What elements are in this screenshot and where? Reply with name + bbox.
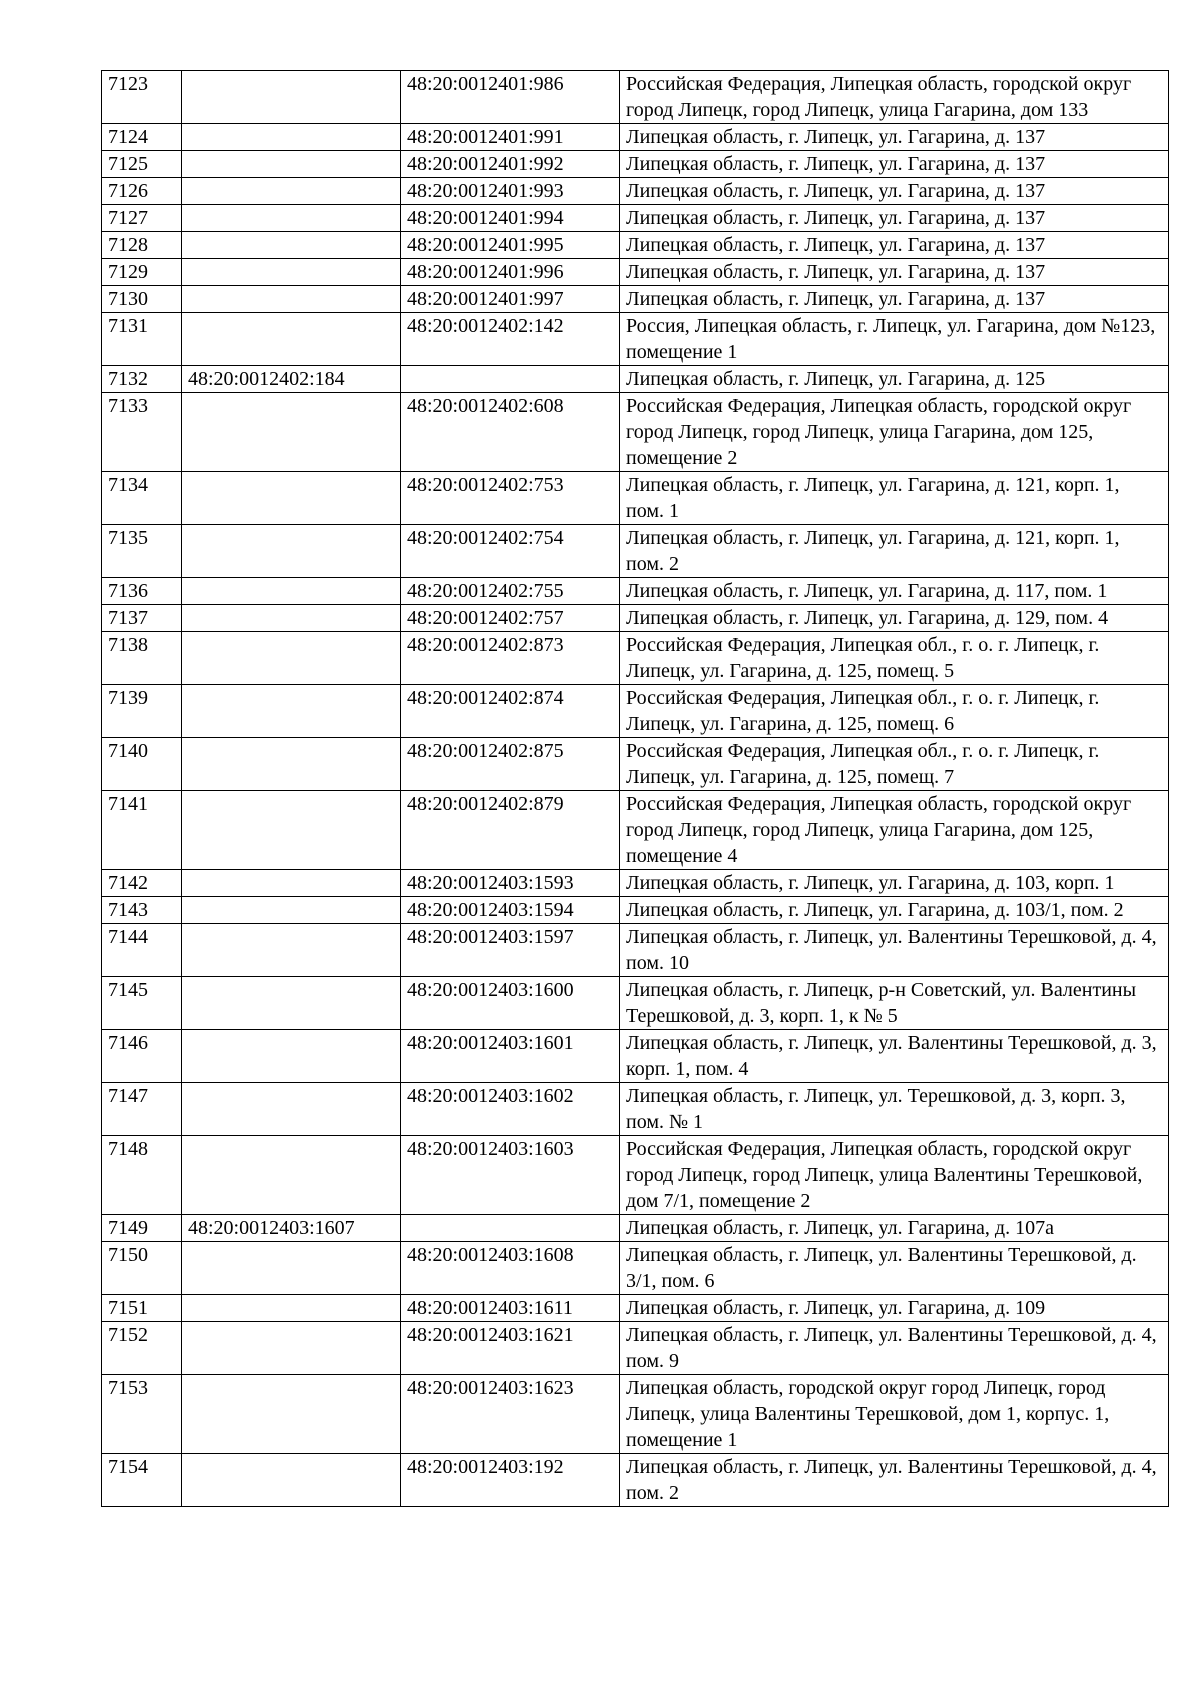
address-cell: Липецкая область, г. Липецк, ул. Гагарина, д. 137	[620, 124, 1169, 151]
row-number-cell: 7145	[102, 977, 182, 1030]
object-cadastral-number-cell: 48:20:0012403:1601	[401, 1030, 620, 1083]
row-number-cell: 7134	[102, 472, 182, 525]
land-cadastral-number-cell	[182, 1083, 401, 1136]
object-cadastral-number-cell: 48:20:0012403:1600	[401, 977, 620, 1030]
land-cadastral-number-cell	[182, 738, 401, 791]
address-cell: Липецкая область, г. Липецк, ул. Валентины Терешковой, д. 4, пом. 2	[620, 1454, 1169, 1507]
row-number-cell: 7143	[102, 897, 182, 924]
row-number-cell: 7147	[102, 1083, 182, 1136]
row-number-cell: 7130	[102, 286, 182, 313]
address-cell: Липецкая область, г. Липецк, ул. Гагарина, д. 137	[620, 286, 1169, 313]
row-number-cell: 7128	[102, 232, 182, 259]
row-number-cell: 7149	[102, 1215, 182, 1242]
object-cadastral-number-cell: 48:20:0012403:1611	[401, 1295, 620, 1322]
table-row	[102, 632, 1169, 685]
row-number-cell: 7129	[102, 259, 182, 286]
object-cadastral-number-cell: 48:20:0012401:997	[401, 286, 620, 313]
address-cell: Российская Федерация, Липецкая обл., г. о. г. Липецк, г. Липецк, ул. Гагарина, д. 125, помещ. 6	[620, 685, 1169, 738]
land-cadastral-number-cell	[182, 578, 401, 605]
address-cell: Липецкая область, г. Липецк, ул. Валентины Терешковой, д. 3, корп. 1, пом. 4	[620, 1030, 1169, 1083]
object-cadastral-number-cell: 48:20:0012402:755	[401, 578, 620, 605]
land-cadastral-number-cell	[182, 870, 401, 897]
row-number-cell: 7131	[102, 313, 182, 366]
address-cell: Липецкая область, г. Липецк, ул. Гагарина, д. 137	[620, 151, 1169, 178]
land-cadastral-number-cell	[182, 151, 401, 178]
land-cadastral-number-cell	[182, 632, 401, 685]
table-row	[102, 313, 1169, 366]
object-cadastral-number-cell: 48:20:0012402:875	[401, 738, 620, 791]
table-row	[102, 685, 1169, 738]
row-number-cell: 7132	[102, 366, 182, 393]
address-cell: Липецкая область, г. Липецк, ул. Гагарина, д. 121, корп. 1, пом. 2	[620, 525, 1169, 578]
table-row	[102, 178, 1169, 205]
row-number-cell: 7146	[102, 1030, 182, 1083]
row-number-cell: 7133	[102, 393, 182, 472]
row-number-cell: 7154	[102, 1454, 182, 1507]
table-row	[102, 205, 1169, 232]
object-cadastral-number-cell: 48:20:0012401:993	[401, 178, 620, 205]
address-cell: Липецкая область, г. Липецк, р-н Советский, ул. Валентины Терешковой, д. 3, корп. 1, к № 5	[620, 977, 1169, 1030]
land-cadastral-number-cell	[182, 525, 401, 578]
object-cadastral-number-cell: 48:20:0012403:1594	[401, 897, 620, 924]
land-cadastral-number-cell	[182, 791, 401, 870]
address-cell: Липецкая область, г. Липецк, ул. Валентины Терешковой, д. 4, пом. 10	[620, 924, 1169, 977]
table-row	[102, 1215, 1169, 1242]
object-cadastral-number-cell: 48:20:0012402:754	[401, 525, 620, 578]
land-cadastral-number-cell	[182, 1295, 401, 1322]
object-cadastral-number-cell: 48:20:0012403:1602	[401, 1083, 620, 1136]
land-cadastral-number-cell	[182, 259, 401, 286]
land-cadastral-number-cell	[182, 1242, 401, 1295]
table-row	[102, 791, 1169, 870]
table-row	[102, 578, 1169, 605]
address-cell: Российская Федерация, Липецкая область, городской округ город Липецк, город Липецк, улица Гагарина, дом 125, помещение 2	[620, 393, 1169, 472]
address-cell: Российская Федерация, Липецкая область, городской округ город Липецк, город Липецк, улица Валентины Терешковой, дом 7/1, помещение 2	[620, 1136, 1169, 1215]
address-cell: Липецкая область, г. Липецк, ул. Терешковой, д. 3, корп. 3, пом. № 1	[620, 1083, 1169, 1136]
land-cadastral-number-cell	[182, 924, 401, 977]
row-number-cell: 7153	[102, 1375, 182, 1454]
row-number-cell: 7144	[102, 924, 182, 977]
table-row	[102, 1030, 1169, 1083]
object-cadastral-number-cell: 48:20:0012403:1593	[401, 870, 620, 897]
table-row	[102, 924, 1169, 977]
land-cadastral-number-cell: 48:20:0012403:1607	[182, 1215, 401, 1242]
table-row	[102, 259, 1169, 286]
object-cadastral-number-cell: 48:20:0012402:874	[401, 685, 620, 738]
object-cadastral-number-cell: 48:20:0012403:1608	[401, 1242, 620, 1295]
table-row	[102, 232, 1169, 259]
table-row	[102, 1083, 1169, 1136]
land-cadastral-number-cell	[182, 71, 401, 124]
land-cadastral-number-cell: 48:20:0012402:184	[182, 366, 401, 393]
address-cell: Липецкая область, г. Липецк, ул. Гагарина, д. 137	[620, 205, 1169, 232]
land-cadastral-number-cell	[182, 1030, 401, 1083]
table-row	[102, 1136, 1169, 1215]
address-cell: Российская Федерация, Липецкая обл., г. о. г. Липецк, г. Липецк, ул. Гагарина, д. 125, помещ. 7	[620, 738, 1169, 791]
land-cadastral-number-cell	[182, 1375, 401, 1454]
land-cadastral-number-cell	[182, 685, 401, 738]
table-row	[102, 1242, 1169, 1295]
table-row	[102, 1375, 1169, 1454]
object-cadastral-number-cell: 48:20:0012402:142	[401, 313, 620, 366]
table-row	[102, 738, 1169, 791]
address-cell: Липецкая область, городской округ город Липецк, город Липецк, улица Валентины Терешковой, дом 1, корпус. 1, помещение 1	[620, 1375, 1169, 1454]
table-row	[102, 71, 1169, 124]
table-row	[102, 1295, 1169, 1322]
row-number-cell: 7140	[102, 738, 182, 791]
address-cell: Липецкая область, г. Липецк, ул. Гагарина, д. 117, пом. 1	[620, 578, 1169, 605]
object-cadastral-number-cell: 48:20:0012402:873	[401, 632, 620, 685]
address-cell: Липецкая область, г. Липецк, ул. Валентины Терешковой, д. 3/1, пом. 6	[620, 1242, 1169, 1295]
row-number-cell: 7123	[102, 71, 182, 124]
row-number-cell: 7127	[102, 205, 182, 232]
table-row	[102, 151, 1169, 178]
table-row	[102, 897, 1169, 924]
land-cadastral-number-cell	[182, 605, 401, 632]
object-cadastral-number-cell: 48:20:0012402:879	[401, 791, 620, 870]
row-number-cell: 7125	[102, 151, 182, 178]
row-number-cell: 7152	[102, 1322, 182, 1375]
object-cadastral-number-cell	[401, 366, 620, 393]
row-number-cell: 7148	[102, 1136, 182, 1215]
land-cadastral-number-cell	[182, 897, 401, 924]
document-page	[101, 70, 1168, 1507]
address-cell: Российская Федерация, Липецкая обл., г. о. г. Липецк, г. Липецк, ул. Гагарина, д. 125, помещ. 5	[620, 632, 1169, 685]
address-cell: Липецкая область, г. Липецк, ул. Гагарина, д. 137	[620, 178, 1169, 205]
address-cell: Липецкая область, г. Липецк, ул. Гагарина, д. 137	[620, 259, 1169, 286]
land-cadastral-number-cell	[182, 977, 401, 1030]
address-cell: Липецкая область, г. Липецк, ул. Гагарина, д. 121, корп. 1, пом. 1	[620, 472, 1169, 525]
land-cadastral-number-cell	[182, 393, 401, 472]
object-cadastral-number-cell: 48:20:0012401:986	[401, 71, 620, 124]
object-cadastral-number-cell: 48:20:0012403:192	[401, 1454, 620, 1507]
row-number-cell: 7135	[102, 525, 182, 578]
land-cadastral-number-cell	[182, 313, 401, 366]
address-cell: Липецкая область, г. Липецк, ул. Гагарина, д. 125	[620, 366, 1169, 393]
registry-table-body	[102, 71, 1169, 1507]
row-number-cell: 7151	[102, 1295, 182, 1322]
land-cadastral-number-cell	[182, 124, 401, 151]
object-cadastral-number-cell: 48:20:0012401:995	[401, 232, 620, 259]
row-number-cell: 7137	[102, 605, 182, 632]
table-row	[102, 525, 1169, 578]
object-cadastral-number-cell: 48:20:0012401:992	[401, 151, 620, 178]
object-cadastral-number-cell: 48:20:0012403:1597	[401, 924, 620, 977]
land-cadastral-number-cell	[182, 178, 401, 205]
row-number-cell: 7126	[102, 178, 182, 205]
object-cadastral-number-cell: 48:20:0012402:757	[401, 605, 620, 632]
object-cadastral-number-cell: 48:20:0012403:1623	[401, 1375, 620, 1454]
row-number-cell: 7141	[102, 791, 182, 870]
table-row	[102, 286, 1169, 313]
row-number-cell: 7150	[102, 1242, 182, 1295]
table-row	[102, 472, 1169, 525]
table-row	[102, 977, 1169, 1030]
address-cell: Липецкая область, г. Липецк, ул. Гагарина, д. 129, пом. 4	[620, 605, 1169, 632]
land-cadastral-number-cell	[182, 472, 401, 525]
address-cell: Липецкая область, г. Липецк, ул. Гагарина, д. 137	[620, 232, 1169, 259]
land-cadastral-number-cell	[182, 1454, 401, 1507]
land-cadastral-number-cell	[182, 205, 401, 232]
row-number-cell: 7124	[102, 124, 182, 151]
address-cell: Липецкая область, г. Липецк, ул. Валентины Терешковой, д. 4, пом. 9	[620, 1322, 1169, 1375]
address-cell: Липецкая область, г. Липецк, ул. Гагарина, д. 103/1, пом. 2	[620, 897, 1169, 924]
land-cadastral-number-cell	[182, 1322, 401, 1375]
table-row	[102, 393, 1169, 472]
table-row	[102, 366, 1169, 393]
address-cell: Россия, Липецкая область, г. Липецк, ул. Гагарина, дом №123, помещение 1	[620, 313, 1169, 366]
land-cadastral-number-cell	[182, 1136, 401, 1215]
object-cadastral-number-cell: 48:20:0012402:753	[401, 472, 620, 525]
object-cadastral-number-cell: 48:20:0012401:994	[401, 205, 620, 232]
row-number-cell: 7136	[102, 578, 182, 605]
table-row	[102, 1322, 1169, 1375]
object-cadastral-number-cell: 48:20:0012403:1603	[401, 1136, 620, 1215]
land-cadastral-number-cell	[182, 286, 401, 313]
address-cell: Российская Федерация, Липецкая область, городской округ город Липецк, город Липецк, улица Гагарина, дом 125, помещение 4	[620, 791, 1169, 870]
row-number-cell: 7142	[102, 870, 182, 897]
table-row	[102, 1454, 1169, 1507]
address-cell: Липецкая область, г. Липецк, ул. Гагарина, д. 107а	[620, 1215, 1169, 1242]
object-cadastral-number-cell: 48:20:0012402:608	[401, 393, 620, 472]
address-cell: Липецкая область, г. Липецк, ул. Гагарина, д. 109	[620, 1295, 1169, 1322]
object-cadastral-number-cell: 48:20:0012401:996	[401, 259, 620, 286]
table-row	[102, 605, 1169, 632]
address-cell: Липецкая область, г. Липецк, ул. Гагарина, д. 103, корп. 1	[620, 870, 1169, 897]
row-number-cell: 7138	[102, 632, 182, 685]
object-cadastral-number-cell	[401, 1215, 620, 1242]
registry-table	[101, 70, 1169, 1507]
object-cadastral-number-cell: 48:20:0012403:1621	[401, 1322, 620, 1375]
object-cadastral-number-cell: 48:20:0012401:991	[401, 124, 620, 151]
table-row	[102, 870, 1169, 897]
land-cadastral-number-cell	[182, 232, 401, 259]
table-row	[102, 124, 1169, 151]
row-number-cell: 7139	[102, 685, 182, 738]
address-cell: Российская Федерация, Липецкая область, городской округ город Липецк, город Липецк, улица Гагарина, дом 133	[620, 71, 1169, 124]
